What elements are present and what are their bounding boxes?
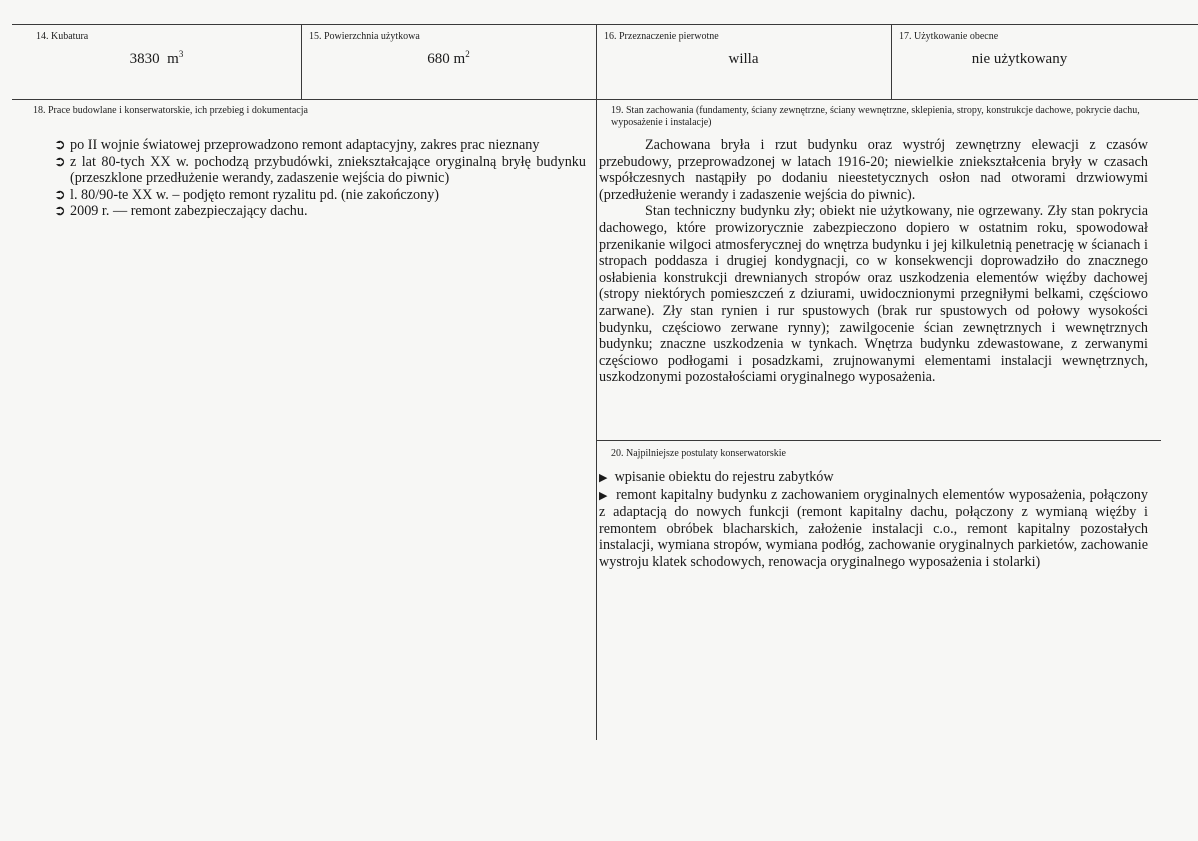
przeznaczenie-value: willa xyxy=(728,51,759,67)
powierzchnia-unit-exponent: 2 xyxy=(465,49,470,59)
kubatura-number: 3830 xyxy=(129,51,160,67)
list-item xyxy=(599,487,1148,571)
kubatura-label: 14. Kubatura xyxy=(36,31,89,42)
list-item xyxy=(54,154,586,187)
powierzchnia-value xyxy=(301,51,596,68)
header-row-bottom-border xyxy=(12,99,1198,100)
section19-text xyxy=(599,137,1148,386)
section19-paragraph: Zachowana bryła i rzut budynku oraz wystrój zewnętrzny elewacji z czasów przebudowy, przeprowadzonej w latach 1916-20; niewielkie zniekształcenia bryły w czasach współczesnych nastąpiły po dodaniu nieestetycznych osłon nad otworami drzwiowymi (przedłużenie werandy i zadaszenie wejścia do piwnic). xyxy=(599,137,1148,203)
list-item-text: po II wojnie światowej przeprowadzono remont adaptacyjny, zakres prac nieznany xyxy=(70,137,540,153)
kubatura-value xyxy=(12,51,301,68)
uzytkowanie-label: 17. Użytkowanie obecne xyxy=(899,31,999,42)
kubatura-unit-exponent: 3 xyxy=(178,49,184,59)
list-item-text: z lat 80-tych XX w. pochodzą przybudówki, zniekształcające oryginalną bryłę budynku (przeszklone przedłużenie werandy, zadaszenie wejścia do piwnic) xyxy=(70,153,586,187)
powierzchnia-number: 680 xyxy=(427,51,450,67)
uzytkowanie-value: nie użytkowany xyxy=(971,51,1068,67)
list-item-text: 2009 r. — remont zabezpieczający dachu. xyxy=(70,203,308,220)
section19-label: 19. Stan zachowania (fundamenty, ściany zewnętrzne, ściany wewnętrzne, sklepienia, stropy, konstrukcje dachowe, pokrycie dachu, wyposażenie i instalacje) xyxy=(611,105,1140,128)
arrow-bullet-icon: ➲ xyxy=(54,186,66,203)
kubatura-unit: m xyxy=(167,51,179,67)
section18-list xyxy=(54,137,586,220)
przeznaczenie-label: 16. Przeznaczenie pierwotne xyxy=(604,31,719,42)
powierzchnia-label: 15. Powierzchnia użytkowa xyxy=(309,31,420,42)
arrow-bullet-icon: ➲ xyxy=(54,153,66,170)
section19-paragraph: Stan techniczny budynku zły; obiekt nie użytkowany, nie ogrzewany. Zły stan pokrycia dachowego, które prowizorycznie zabezpieczono dopiero w ostatnim roku, spowodował przenikanie wilgoci atmosferycznej do wnętrza budynku i jej kilkuletnią penetrację w ścianach i stropach poddasza i drugiej kondygnacji, co w konsekwencji doprowadziło do znacznego osłabienia konstrukcji drewnianych stropów oraz uszkodzenia elementów więźby dachowej (stropy niektórych pomieszczeń z dziurami, uwidocznionymi przegniłymi belkami, częściowo zarwane). Zły stan rynien i rur spustowych (brak rur spustowych od połowy wysokości budynku, częściowo zerwane rynny); zawilgocenie ścian zewnętrznych i wewnętrznych budynku; znaczne uszkodzenia w tynkach. Wnętrza budynku zdewastowane, z zerwanymi częściowo podłogami i posadzkami, zrujnowanymi elementami instalacji wewnętrznych, uszkodzonymi pozostałościami oryginalnego wyposażenia. xyxy=(599,203,1148,386)
powierzchnia-unit: m xyxy=(453,51,466,67)
section20-list xyxy=(599,469,1148,571)
divider-15-16 xyxy=(596,24,597,740)
arrow-bullet-icon: ➲ xyxy=(54,137,66,153)
list-item xyxy=(599,469,1148,487)
triangle-bullet-icon: ▶ xyxy=(599,472,608,484)
list-item-text: wpisanie obiektu do rejestru zabytków xyxy=(614,469,834,485)
list-item-text: remont kapitalny budynku z zachowaniem oryginalnych elementów wyposażenia, połączony z adaptacją do nowych funkcji (remont kapitalny dachu, połączony z wymianą więźby i remontem obróbek blacharskich, założenie instalacji c.o., remont kapitalny pozostałych instalacji, wymiana stropów, wymiana podłóg, zachowanie oryginalnych parkietów, zachowanie wystroju klatek schodowych, renowacja oryginalnego wyposażenia i stolarki) xyxy=(599,486,1148,570)
triangle-bullet-icon: ▶ xyxy=(599,489,608,502)
section20-label: 20. Najpilniejsze postulaty konserwatorskie xyxy=(611,448,786,459)
top-border xyxy=(12,24,1198,25)
list-item-text: l. 80/90-te XX w. – podjęto remont ryzalitu pd. (nie zakończony) xyxy=(70,186,440,203)
list-item xyxy=(54,137,586,154)
list-item xyxy=(54,203,586,220)
arrow-bullet-icon: ➲ xyxy=(54,203,66,220)
list-item xyxy=(54,187,586,204)
section19-bottom-border xyxy=(596,440,1161,441)
section18-label: 18. Prace budowlane i konserwatorskie, ich przebieg i dokumentacja xyxy=(33,105,308,116)
